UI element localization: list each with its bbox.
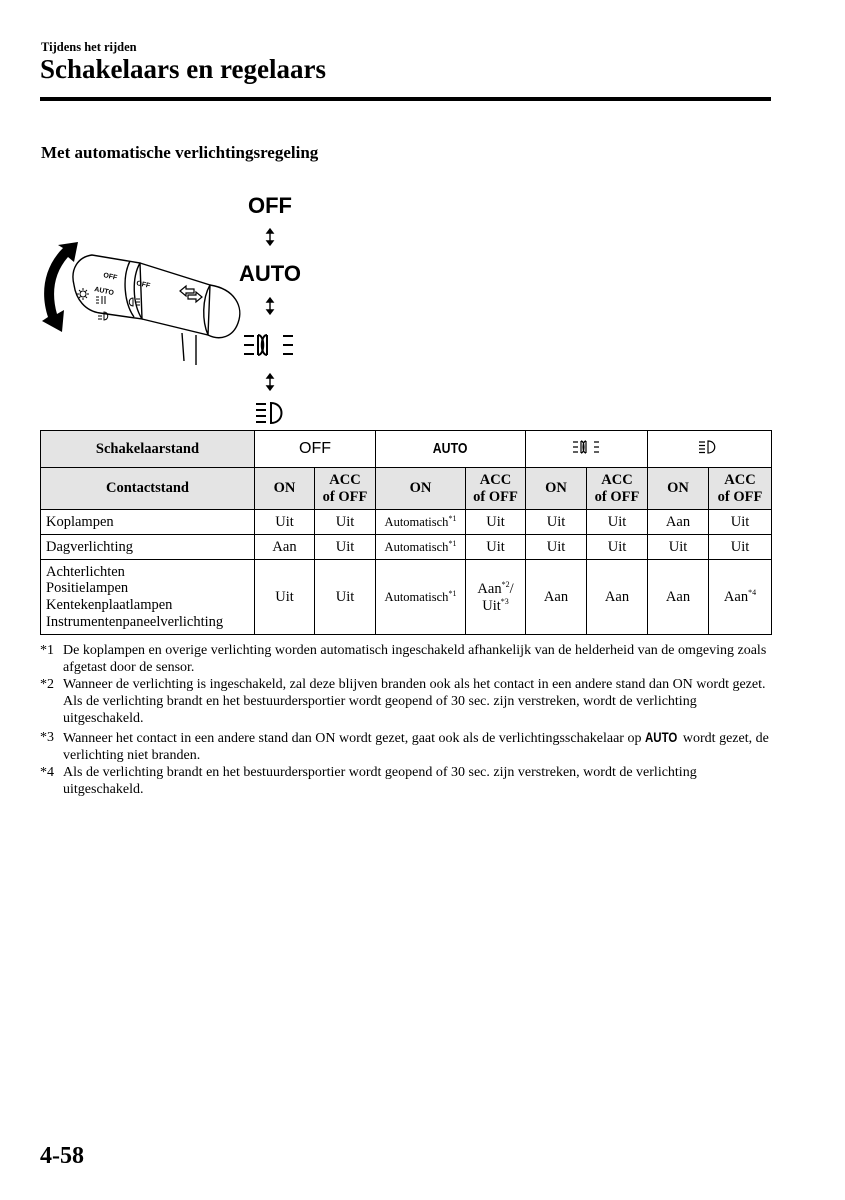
table-cell: Uit (315, 560, 376, 635)
table-cell: Aan (648, 510, 709, 535)
up-down-arrow-icon (267, 229, 273, 245)
ign-acc-off: ACC of OFF (587, 468, 648, 510)
table-cell: Uit (526, 510, 587, 535)
table-cell: Uit (466, 510, 526, 535)
position-headlights (648, 431, 772, 468)
table-cell: Uit (315, 535, 376, 560)
page-title: Schakelaars en regelaars (40, 54, 326, 84)
table-cell: Uit (255, 560, 315, 635)
headlights-icon (698, 440, 722, 454)
lever-label-off-2: OFF (135, 280, 151, 290)
ign-on: ON (376, 468, 466, 510)
position-auto-label: AUTO (239, 261, 301, 286)
ign-on: ON (526, 468, 587, 510)
footnotes (40, 642, 775, 798)
page-number: 4-58 (40, 1143, 84, 1169)
footnote: *3 Wanneer het contact in een andere stand dan ON wordt gezet, gaat ook als de verlichtingsschakelaar op AUTO wordt gezet, de verlichting niet branden. (40, 729, 769, 763)
ign-acc-off: ACC of OFF (709, 468, 772, 510)
table-cell: Uit (587, 535, 648, 560)
table-cell: Uit (709, 510, 772, 535)
section-label: Tijdens het rijden (41, 40, 137, 54)
table-cell: Aan$^{*4}$ (709, 560, 772, 635)
table-cell: Uit (315, 510, 376, 535)
rotation-arrow-icon (42, 242, 78, 332)
subheading: Met automatische verlichtingsregeling (41, 143, 319, 162)
ign-acc-off: ACC of OFF (466, 468, 526, 510)
table-cell: Aan (587, 560, 648, 635)
table-cell: Aan (526, 560, 587, 635)
header-switch-position: Schakelaarstand (41, 431, 255, 468)
table-cell: Automatisch$^{*1}$ (376, 560, 466, 635)
headlights-icon (256, 403, 282, 423)
table-cell: Aan (648, 560, 709, 635)
position-off: OFF (255, 431, 376, 468)
table-cell: Aan (255, 535, 315, 560)
row-label: Achterlichten Positielampen Kentekenplaatlampen Instrumentenpaneelverlichting (41, 560, 255, 635)
lever-label-auto: AUTO (93, 286, 115, 298)
parking-lights-icon (244, 335, 293, 355)
row-label: Koplampen (41, 510, 255, 535)
position-auto: AUTO (376, 431, 526, 468)
table-cell: Aan$^{*2}$/ Uit$^{*3}$ (466, 560, 526, 635)
ign-acc-off: ACC of OFF (315, 468, 376, 510)
row-label: Dagverlichting (41, 535, 255, 560)
position-off-label: OFF (248, 193, 292, 218)
table-cell: Uit (466, 535, 526, 560)
table-row (41, 510, 772, 535)
footnote: *4 Als de verlichting brandt en het bestuurdersportier wordt geopend of 30 sec. zijn verstreken, wordt de verlichting uitgeschakeld. (40, 765, 697, 797)
ign-on: ON (255, 468, 315, 510)
table-cell: Uit (255, 510, 315, 535)
table-cell: Uit (587, 510, 648, 535)
table-row (41, 560, 772, 635)
up-down-arrow-icon (267, 374, 273, 390)
title-rule (40, 97, 771, 101)
parking-lights-icon (572, 440, 602, 454)
table-row (41, 535, 772, 560)
table-cell: Uit (648, 535, 709, 560)
position-parking-lights (526, 431, 648, 468)
table-cell: Uit (526, 535, 587, 560)
table-cell: Uit (709, 535, 772, 560)
lever-label-off-1: OFF (102, 272, 118, 282)
light-switch-illustration (30, 185, 360, 425)
lever (73, 255, 240, 365)
turn-arrows-icon (180, 286, 202, 302)
table-cell: Automatisch$^{*1}$ (376, 535, 466, 560)
lighting-table (40, 430, 772, 635)
footnote: *1 De koplampen en overige verlichting worden automatisch ingeschakeld afhankelijk van de helderheid van de omgeving zoals afgetast door de sensor. (40, 643, 767, 675)
up-down-arrow-icon (267, 298, 273, 314)
header-ignition: Contactstand (41, 468, 255, 510)
ign-on: ON (648, 468, 709, 510)
footnote: *2 Wanneer de verlichting is ingeschakeld, zal deze blijven branden ook als het contact in een andere stand dan ON wordt gezet. Als de verlichting brandt en het bestuurdersportier wordt geopend of 30 sec. zijn verstreken, wordt de verlichting uitgeschakeld. (40, 677, 766, 726)
table-cell: Automatisch$^{*1}$ (376, 510, 466, 535)
